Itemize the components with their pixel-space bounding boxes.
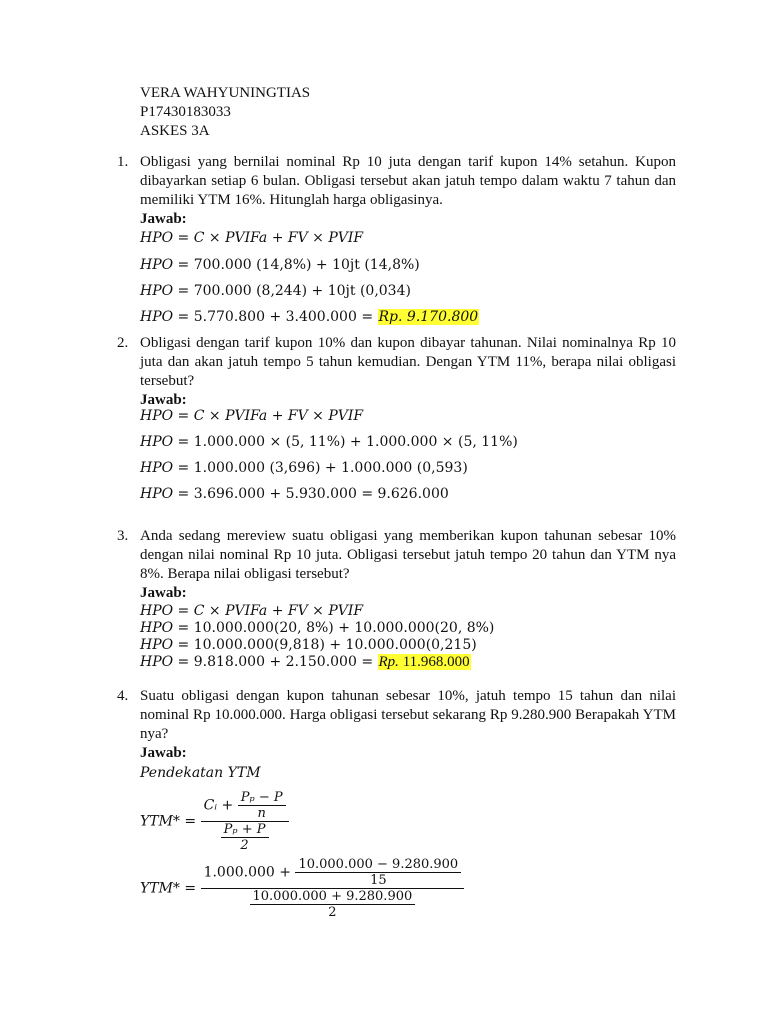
q2-step-2: HPO = 1.000.000 (3,696) + 1.000.000 (0,593) xyxy=(140,460,468,476)
question-number: 4. xyxy=(117,688,129,704)
answer-label: Jawab: xyxy=(140,585,187,601)
q4-ytm-substitution: YTM* = 1.000.000 + $\frac{10.000.000 - 9.280.900}{15}$ $\frac{10.000.000 + 9.280.900}{2}$ xyxy=(140,857,464,920)
question-number: 3. xyxy=(117,528,129,544)
q3-formula: HPO = C × PVIFa + FV × PVIF xyxy=(140,603,364,619)
question-2 xyxy=(117,334,676,410)
question-text: Anda sedang mereview suatu obligasi yang memberikan kupon tahunan sebesar 10% dengan nilai nominal Rp 10 juta. Obligasi tersebut jatuh tempo 20 tahun dan YTM nya 8%. Berapa nilai obligasi tersebut? xyxy=(140,528,676,582)
question-text: Suatu obligasi dengan kupon tahunan sebesar 10%, jatuh tempo 15 tahun dan nilai nominal Rp 10.000.000. Harga obligasi tersebut sekarang Rp 9.280.900 Berapakah YTM nya? xyxy=(140,688,676,742)
q3-answer-highlight: Rp. 11.968.000 xyxy=(378,654,470,670)
answer-label: Jawab: xyxy=(140,745,187,761)
student-header xyxy=(140,84,310,141)
q1-step-2: HPO = 700.000 (8,244) + 10jt (0,034) xyxy=(140,283,411,299)
question-text: Obligasi yang bernilai nominal Rp 10 juta dengan tarif kupon 14% setahun. Kupon dibayarkan setiap 6 bulan. Obligasi tersebut akan jatuh tempo dalam waktu 7 tahun dan memiliki YTM 16%. Hitunglah harga obligasinya. xyxy=(140,154,676,208)
fraction: 1.000.000 + $\frac{10.000.000 - 9.280.900}{15}$ $\frac{10.000.000 + 9.280.900}{2}$ xyxy=(201,857,465,920)
fraction: Cᵢ + $\frac{\text{Pₚ − P}}{n}$ $\frac{\text{Pₚ + P}}{2}$ xyxy=(201,790,289,853)
question-text: Obligasi dengan tarif kupon 10% dan kupon dibayar tahunan. Nilai nominalnya Rp 10 juta dan akan jatuh tempo 5 tahun kemudian. Dengan YTM 11%, berapa nilai obligasi tersebut? xyxy=(140,335,676,389)
question-4 xyxy=(117,687,676,763)
answer-label: Jawab: xyxy=(140,392,187,408)
q1-formula: HPO = C × PVIFa + FV × PVIF xyxy=(140,230,364,246)
question-number: 1. xyxy=(117,154,129,170)
q2-result: HPO = 3.696.000 + 5.930.000 = 9.626.000 xyxy=(140,486,449,502)
student-class: ASKES 3A xyxy=(140,123,210,139)
q2-formula: HPO = C × PVIFa + FV × PVIF xyxy=(140,408,364,424)
q1-answer-highlight: Rp. 9.170.800 xyxy=(378,309,479,325)
question-3 xyxy=(117,527,676,603)
q3-step-2: HPO = 10.000.000(9,818) + 10.000.000(0,215) xyxy=(140,637,477,653)
student-id: P17430183033 xyxy=(140,104,231,120)
q1-result: HPO = 5.770.800 + 3.400.000 = Rp. 9.170.800 xyxy=(140,309,479,325)
question-number: 2. xyxy=(117,335,129,351)
q3-step-1: HPO = 10.000.000(20, 8%) + 10.000.000(20, 8%) xyxy=(140,620,495,636)
answer-label: Jawab: xyxy=(140,211,187,227)
student-name: VERA WAHYUNINGTIAS xyxy=(140,85,311,101)
q4-ytm-formula: YTM* = Cᵢ + $\frac{\text{Pₚ − P}}{n}$ $\frac{\text{Pₚ + P}}{2}$ xyxy=(140,790,289,853)
question-1 xyxy=(117,153,676,229)
q4-approach-title: Pendekatan YTM xyxy=(140,765,261,781)
q1-step-1: HPO = 700.000 (14,8%) + 10jt (14,8%) xyxy=(140,257,420,273)
q3-result: HPO = 9.818.000 + 2.150.000 = Rp. 11.968.000 xyxy=(140,654,470,670)
q2-step-1: HPO = 1.000.000 × (5, 11%) + 1.000.000 × (5, 11%) xyxy=(140,434,518,450)
